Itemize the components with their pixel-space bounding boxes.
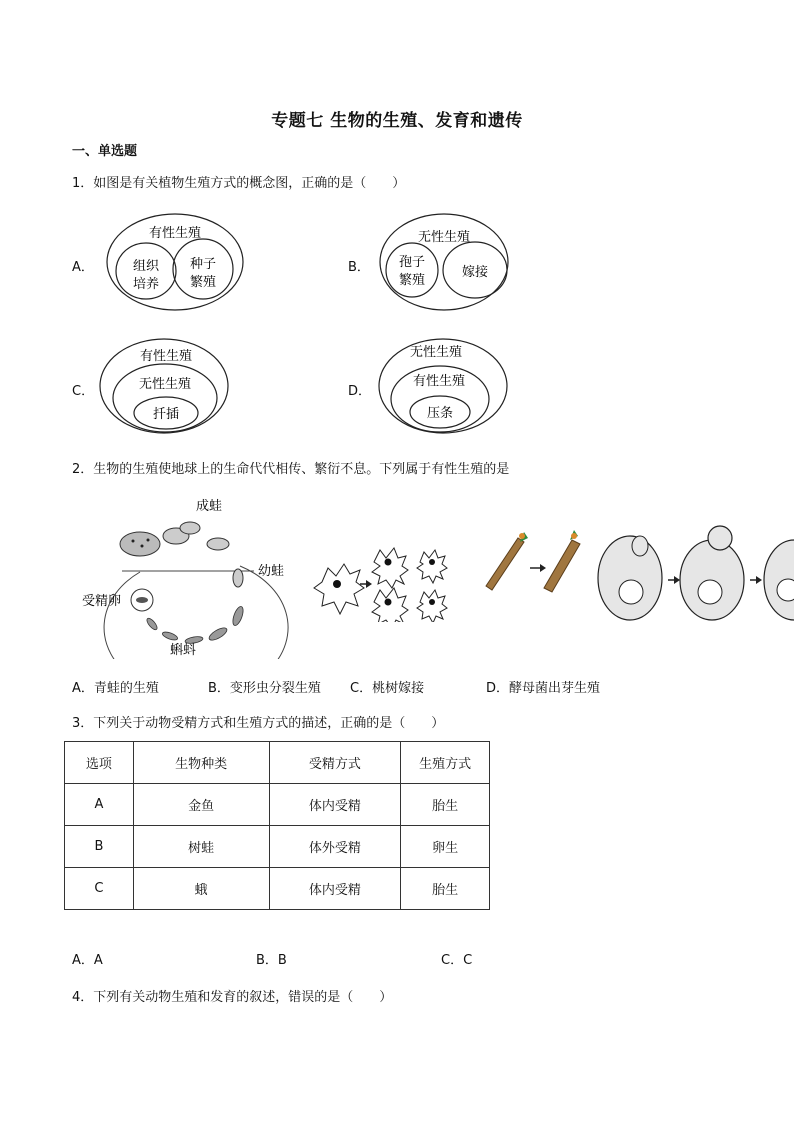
- q3-option-c[interactable]: C．C: [441, 953, 473, 968]
- table-cell: 胎生: [401, 868, 490, 910]
- q1-option-d-label[interactable]: D．: [348, 384, 372, 399]
- q1-a-left-line2: 培养: [132, 277, 160, 292]
- table-header-cell: 生殖方式: [401, 742, 490, 784]
- q1-b-outer-label: 无性生殖: [417, 230, 471, 245]
- table-cell: 金鱼: [133, 784, 269, 826]
- frog-tadpole-label: 蝌蚪: [170, 643, 197, 658]
- q1-option-a-label[interactable]: A．: [72, 260, 94, 275]
- q1-c-middle-label: 无性生殖: [138, 377, 192, 392]
- q3-option-a[interactable]: A．A: [72, 953, 103, 968]
- peach-grafting-figure: [480, 528, 590, 594]
- amoeba-division-figure: [312, 540, 452, 622]
- q1-a-left-line1: 组织: [132, 259, 160, 274]
- q2-option-c[interactable]: C．桃树嫁接: [350, 681, 425, 696]
- frog-young-label: 幼蛙: [258, 564, 285, 579]
- table-cell: 树蛙: [133, 826, 269, 868]
- frog-life-cycle-figure: [78, 494, 298, 659]
- table-cell: 体内受精: [269, 868, 401, 910]
- table-header-row: [65, 742, 490, 784]
- q1-option-c-diagram: [98, 336, 232, 436]
- q2-option-d[interactable]: D．酵母菌出芽生殖: [486, 681, 601, 696]
- q2-option-a[interactable]: A．青蛙的生殖: [72, 681, 159, 696]
- q1-b-left-line2: 繁殖: [398, 273, 426, 288]
- q1-d-middle-label: 有性生殖: [412, 374, 466, 389]
- q1-a-outer-label: 有性生殖: [148, 226, 202, 241]
- table-row: [65, 784, 490, 826]
- table-cell: 体外受精: [269, 826, 401, 868]
- table-row: [65, 868, 490, 910]
- frog-egg-label: 受精卵: [82, 594, 122, 609]
- q1-c-inner-label: 扦插: [152, 407, 180, 422]
- table-cell: 胎生: [401, 784, 490, 826]
- q1-a-right-line2: 繁殖: [189, 275, 217, 290]
- section-heading: 一、单选题: [72, 144, 138, 159]
- q1-option-b-diagram: [378, 212, 512, 312]
- q1-d-inner-label: 压条: [426, 406, 454, 421]
- question-2-text: 2．生物的生殖使地球上的生命代代相传、繁衍不息。下列属于有性生殖的是: [72, 462, 510, 477]
- table-header-cell: 受精方式: [269, 742, 401, 784]
- q1-option-b-label[interactable]: B．: [348, 260, 370, 275]
- frog-adult-label: 成蛙: [196, 499, 223, 514]
- q1-d-outer-label: 无性生殖: [409, 345, 463, 360]
- q1-c-outer-label: 有性生殖: [139, 349, 193, 364]
- table-cell: B: [65, 826, 134, 868]
- q1-b-right-label: 嫁接: [461, 265, 489, 280]
- q1-b-left-line1: 孢子: [398, 255, 426, 270]
- table-row: [65, 826, 490, 868]
- page-title: 专题七 生物的生殖、发育和遗传: [271, 111, 523, 131]
- table-header-cell: 生物种类: [133, 742, 269, 784]
- table-cell: 蛾: [133, 868, 269, 910]
- q2-option-b[interactable]: B．变形虫分裂生殖: [208, 681, 321, 696]
- q1-a-right-line1: 种子: [189, 257, 217, 272]
- table-cell: 卵生: [401, 826, 490, 868]
- table-header-cell: 选项: [65, 742, 134, 784]
- question-3-text: 3．下列关于动物受精方式和生殖方式的描述，正确的是（ ）: [72, 716, 445, 731]
- question-1-text: 1．如图是有关植物生殖方式的概念图，正确的是（ ）: [72, 176, 406, 191]
- q3-table: [64, 741, 490, 910]
- yeast-budding-figure: [596, 510, 794, 625]
- table-cell: A: [65, 784, 134, 826]
- q1-option-a-diagram: [105, 212, 245, 312]
- table-cell: 体内受精: [269, 784, 401, 826]
- table-cell: C: [65, 868, 134, 910]
- q3-option-b[interactable]: B．B: [256, 953, 287, 968]
- q1-option-d-diagram: [377, 336, 511, 436]
- q1-option-c-label[interactable]: C．: [72, 384, 95, 399]
- question-4-text: 4．下列有关动物生殖和发育的叙述，错误的是（ ）: [72, 990, 393, 1005]
